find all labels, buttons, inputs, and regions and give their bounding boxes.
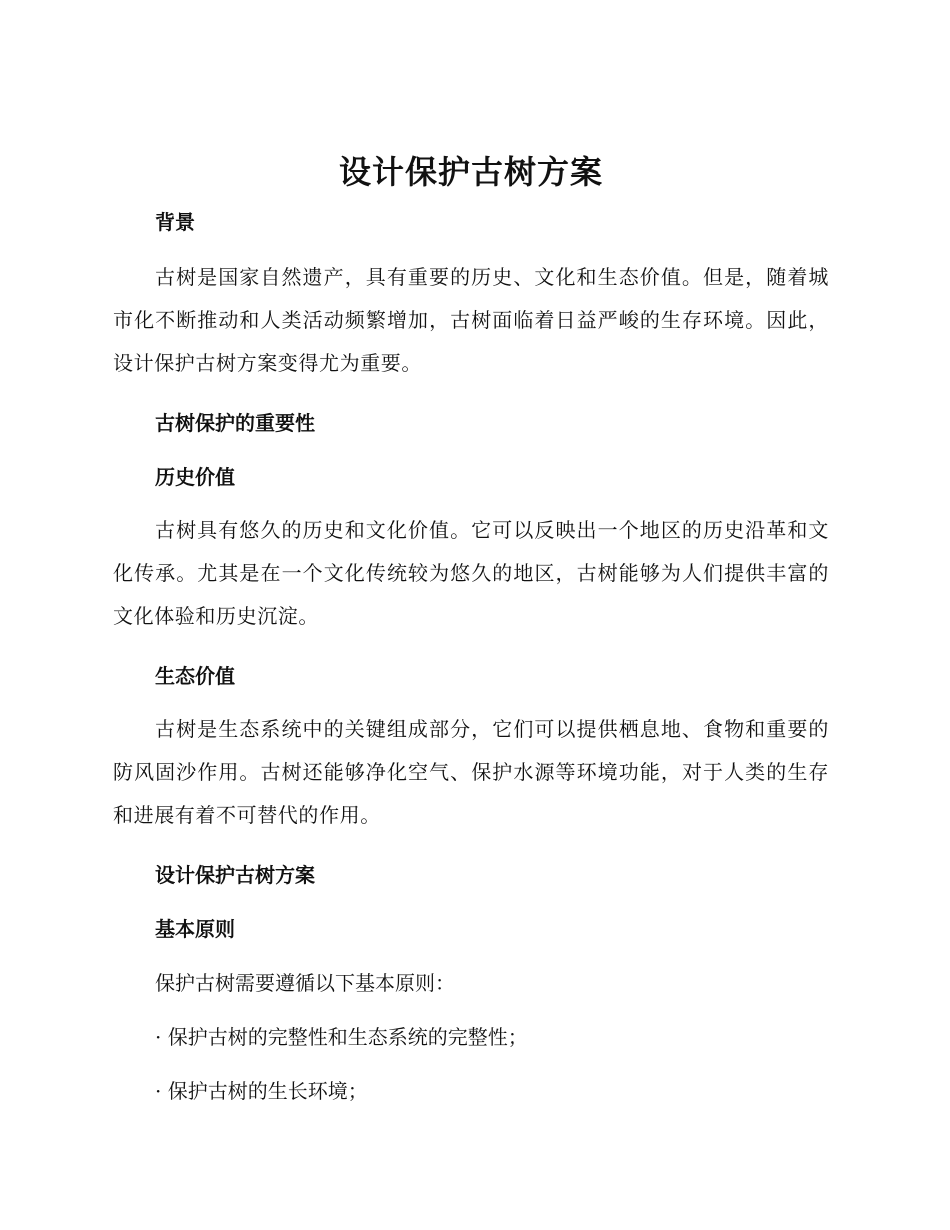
paragraph-history-value: 古树具有悠久的历史和文化价值。它可以反映出一个地区的历史沿革和文化传承。尤其是在一个文化传统较为悠久的地区，古树能够为人们提供丰富的文化体验和历史沉淀。 — [113, 518, 829, 628]
heading-plan: 设计保护古树方案 — [155, 863, 315, 887]
principle-item: · 保护古树的完整性和生态系统的完整性； — [155, 1025, 528, 1049]
principles-intro: 保护古树需要遵循以下基本原则： — [155, 971, 455, 995]
heading-background: 背景 — [155, 210, 195, 234]
heading-ecology-value: 生态价值 — [155, 664, 235, 688]
paragraph-ecology-value: 古树是生态系统中的关键组成部分，它们可以提供栖息地、食物和重要的防风固沙作用。古树还能够净化空气、保护水源等环境功能，对于人类的生存和进展有着不可替代的作用。 — [113, 717, 829, 827]
principle-item: · 保护古树的生长环境； — [155, 1079, 368, 1103]
heading-history-value: 历史价值 — [155, 465, 235, 489]
document-page — [113, 150, 829, 1105]
heading-basic-principles: 基本原则 — [155, 917, 235, 941]
heading-importance: 古树保护的重要性 — [155, 411, 315, 435]
document-title: 设计保护古树方案 — [338, 153, 603, 191]
paragraph-background: 古树是国家自然遗产，具有重要的历史、文化和生态价值。但是，随着城市化不断推动和人类活动频繁增加，古树面临着日益严峻的生存环境。因此，设计保护古树方案变得尤为重要。 — [113, 265, 829, 375]
